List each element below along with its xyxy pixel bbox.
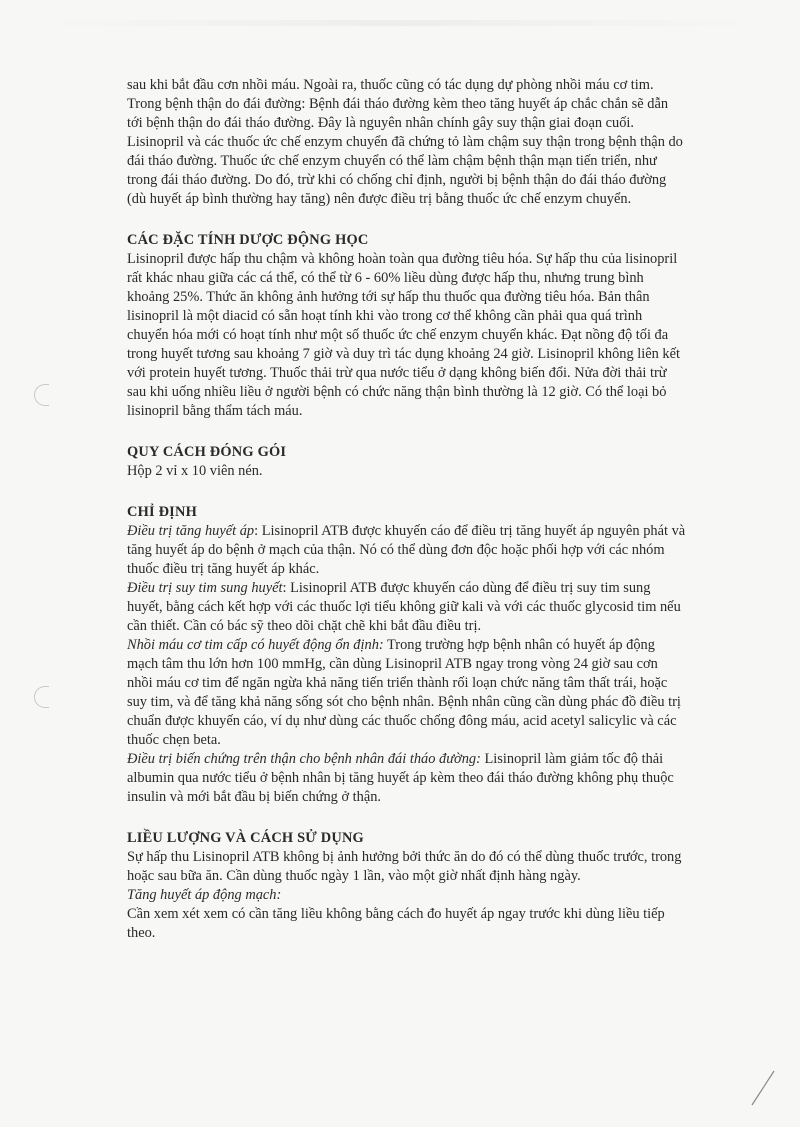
indication-diabetic-nephropathy bbox=[127, 750, 687, 807]
indication-text: : Lisinopril ATB được khuyến cáo để điều trị tăng huyết áp nguyên phát và tăng huyết áp do bệnh ở mạch của thận. Nó có thể dùng đơn độc hoặc phối hợp với các nhóm thuốc điều trị tăng huyết áp khác. bbox=[127, 523, 686, 577]
dosage-sub-label bbox=[127, 886, 687, 905]
document-page bbox=[127, 76, 687, 943]
indication-text: Lisinopril làm giảm tốc độ thải albumin qua nước tiểu ở bệnh nhân bị tăng huyết áp kèm theo đái tháo đường không phụ thuộc insulin và mới bắt đầu bị biến chứng ở thận. bbox=[127, 751, 674, 805]
indication-heart-failure bbox=[127, 579, 687, 636]
intro-paragraph-2: Trong bệnh thận do đái đường: Bệnh đái tháo đường kèm theo tăng huyết áp chắc chắn sẽ dẫn tới bệnh thận do đái tháo đường. Đây là nguyên nhân chính gây suy thận giai đoạn cuối. Lisinopril và các thuốc ức chế enzym chuyển đã chứng tỏ làm chậm suy thận trong bệnh thận do đái tháo đường. Thuốc ức chế enzym chuyển có thể làm chậm bệnh thận mạn tiến triển, như trong đái tháo đường. Do đó, trừ khi có chống chỉ định, người bị bệnh thận do đái tháo đường (dù huyết áp bình thường hay tăng) nên được điều trị bằng thuốc ức chế enzym chuyển. bbox=[127, 96, 683, 207]
dosage-heading: LIỀU LƯỢNG VÀ CÁCH SỬ DỤNG bbox=[127, 830, 364, 846]
dosage-sub-body: Cần xem xét xem có cần tăng liều không bằng cách đo huyết áp ngay trước khi dùng liều tiếp theo. bbox=[127, 906, 665, 941]
indication-hypertension bbox=[127, 522, 687, 579]
punch-hole-top bbox=[34, 384, 49, 406]
pharmacokinetics-heading: CÁC ĐẶC TÍNH DƯỢC ĐỘNG HỌC bbox=[127, 232, 369, 248]
pen-stroke-mark bbox=[748, 1067, 778, 1107]
indication-text: : Lisinopril ATB được khuyến cáo dùng để điều trị suy tim sung huyết, bằng cách kết hợp với các thuốc lợi tiểu không giữ kali và với các thuốc glycosid tim nếu cần thiết. Cần có bác sỹ theo dõi chặt chẽ khi bắt đầu điều trị. bbox=[127, 580, 681, 634]
dosage-sub-label-text: Tăng huyết áp động mạch: bbox=[127, 887, 282, 903]
indications-heading: CHỈ ĐỊNH bbox=[127, 504, 197, 520]
punch-hole-bottom bbox=[34, 686, 49, 708]
pharmacokinetics-body: Lisinopril được hấp thu chậm và không hoàn toàn qua đường tiêu hóa. Sự hấp thu của lisinopril rất khác nhau giữa các cá thể, có thể từ 6 - 60% liều dùng được hấp thu, nhưng trung bình khoảng 25%. Thức ăn không ảnh hưởng tới sự hấp thu thuốc qua đường tiêu hóa. Bản thân lisinopril là một diacid có sẵn hoạt tính khi vào trong cơ thể không cần phải qua quá trình chuyển hóa mới có hoạt tính như một số thuốc ức chế enzym chuyển khác. Đạt nồng độ tối đa trong huyết tương sau khoảng 7 giờ và duy trì tác dụng khoảng 24 giờ. Lisinopril không liên kết với protein huyết tương. Thuốc thải trừ qua nước tiểu ở dạng không biến đổi. Nửa đời thải trừ sau khi uống nhiều liều ở người bệnh có chức năng thận bình thường là 12 giờ. Có thể loại bỏ lisinopril bằng thẩm tách máu. bbox=[127, 251, 681, 419]
intro-paragraph-1: sau khi bắt đầu cơn nhồi máu. Ngoài ra, thuốc cũng có tác dụng dự phòng nhồi máu cơ tim. bbox=[127, 77, 654, 93]
packaging-body: Hộp 2 vỉ x 10 viên nén. bbox=[127, 463, 263, 479]
scan-edge-shadow bbox=[40, 20, 760, 26]
indication-myocardial-infarction bbox=[127, 636, 687, 750]
indication-label: Nhồi máu cơ tim cấp có huyết động ổn định: bbox=[127, 637, 384, 653]
dosage-body: Sự hấp thu Lisinopril ATB không bị ảnh hưởng bởi thức ăn do đó có thể dùng thuốc trước, trong hoặc sau bữa ăn. Cần dùng thuốc ngày 1 lần, vào một giờ nhất định hàng ngày. bbox=[127, 849, 682, 884]
indication-text: Trong trường hợp bệnh nhân có huyết áp động mạch tâm thu lớn hơn 100 mmHg, cần dùng Lisinopril ATB ngay trong vòng 24 giờ sau cơn nhồi máu cơ tim để ngăn ngừa khả năng tiến triển thành rối loạn chức năng tâm thất trái, hoặc suy tim, và để tăng khả năng sống sót cho bệnh nhân. Bệnh nhân cũng cần dùng phác đồ điều trị chuẩn được khuyến cáo, ví dụ như dùng các thuốc chống đông máu, acid acetyl salicylic và các thuốc chẹn beta. bbox=[127, 637, 681, 748]
indication-label: Điều trị suy tim sung huyết bbox=[127, 580, 283, 596]
indication-label: Điều trị tăng huyết áp bbox=[127, 523, 255, 539]
indication-label: Điều trị biến chứng trên thận cho bệnh nhân đái tháo đường: bbox=[127, 751, 481, 767]
packaging-heading: QUY CÁCH ĐÓNG GÓI bbox=[127, 444, 287, 460]
